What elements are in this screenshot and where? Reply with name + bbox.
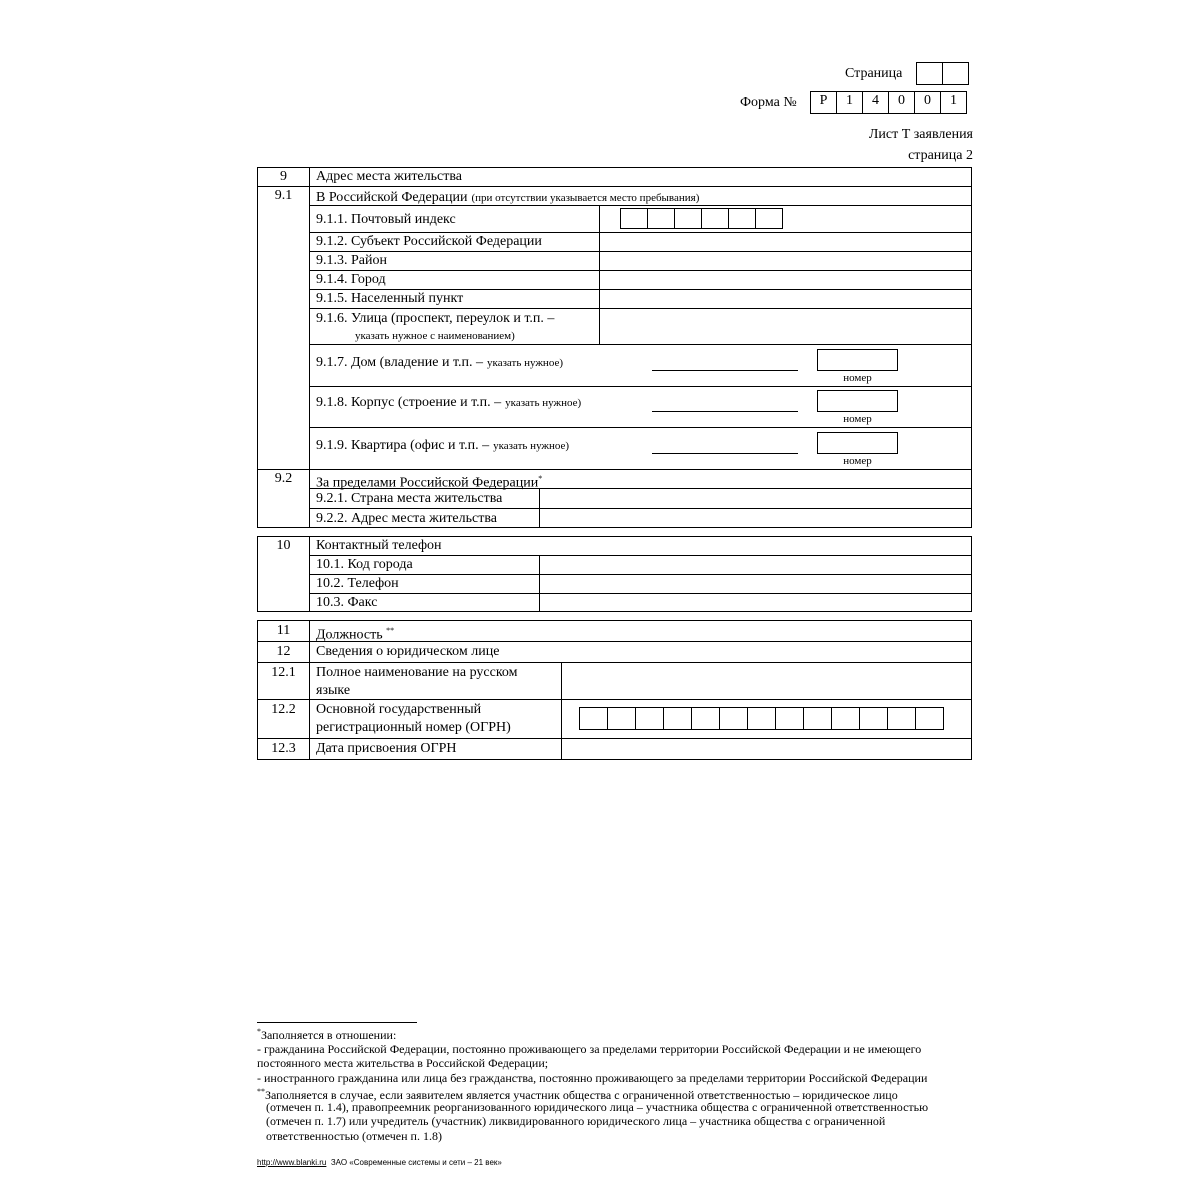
section-10-number: 10 <box>276 538 291 553</box>
field-9-1-6-value[interactable] <box>600 309 971 344</box>
field-9-1-8-type-line[interactable] <box>652 411 798 412</box>
form-label: Форма № <box>740 95 797 110</box>
field-10-2-label: 10.2. Телефон <box>316 576 399 591</box>
field-9-1-4-value[interactable] <box>600 271 971 289</box>
footnote-1-mark: * <box>257 1027 261 1036</box>
field-9-1-9-number-caption: номер <box>843 455 872 467</box>
footnote-1-line-3: - иностранного гражданина или лица без гражданства, постоянно проживающего за пределами территории Российской Федерации <box>257 1071 928 1085</box>
ogrn-cells <box>579 707 944 730</box>
row-12-2-label-line2: регистрационный номер (ОГРН) <box>316 720 511 735</box>
row-12-2-label-line1: Основной государственный <box>316 702 482 717</box>
footer-company: ЗАО «Современные системы и сети – 21 век» <box>330 1158 502 1167</box>
form-number-cell: 1 <box>836 91 863 114</box>
footer <box>257 1158 502 1168</box>
ogrn-cell[interactable] <box>691 707 720 730</box>
form-number-cell: 4 <box>862 91 889 114</box>
field-9-1-6-note: указать нужное с наименованием) <box>355 330 515 342</box>
sheet-title: Лист Т заявления <box>868 127 973 142</box>
field-11-value[interactable] <box>310 621 971 641</box>
form-number-cell: 0 <box>888 91 915 114</box>
footnote-2-mark: ** <box>257 1087 265 1096</box>
field-9-1-4-label: 9.1.4. Город <box>316 272 386 287</box>
field-10-3-value[interactable] <box>540 594 971 611</box>
field-9-2-1-value[interactable] <box>540 489 971 508</box>
section-9-1-number: 9.1 <box>274 188 293 203</box>
postal-code-cell[interactable] <box>728 208 756 229</box>
postal-code-cell[interactable] <box>674 208 702 229</box>
ogrn-cell[interactable] <box>915 707 944 730</box>
field-10-1-value[interactable] <box>540 556 971 574</box>
field-9-1-7-number-box[interactable] <box>817 349 898 371</box>
ogrn-cell[interactable] <box>887 707 916 730</box>
field-9-1-7-type-line[interactable] <box>652 370 798 371</box>
footnote-1-line-2: постоянного места жительства в Российской Федерации; <box>257 1056 549 1070</box>
ogrn-cell[interactable] <box>607 707 636 730</box>
field-9-1-9-type-line[interactable] <box>652 453 798 454</box>
section-9-1-label: В Российской Федерации <box>316 190 468 205</box>
field-9-1-3-label: 9.1.3. Район <box>316 253 387 268</box>
footnote-separator <box>257 1022 417 1023</box>
postal-code-cell[interactable] <box>755 208 783 229</box>
section-9-2-number: 9.2 <box>274 471 293 486</box>
field-9-1-8-note: указать нужное) <box>505 397 582 409</box>
row-12-2-number: 12.2 <box>271 702 296 717</box>
footnote-2-line-2: (отмечен п. 1.4), правопреемник реорганизованного юридического лица – участника общества с ограниченной ответственностью <box>266 1100 929 1114</box>
section-10-title: Контактный телефон <box>316 538 442 553</box>
ogrn-cell[interactable] <box>775 707 804 730</box>
field-9-2-1-label: 9.2.1. Страна места жительства <box>316 491 503 506</box>
postal-code-cell[interactable] <box>620 208 648 229</box>
ogrn-cell[interactable] <box>803 707 832 730</box>
page-number-cell[interactable] <box>942 62 969 85</box>
field-10-3-label: 10.3. Факс <box>316 595 378 610</box>
field-9-1-2-label: 9.1.2. Субъект Российской Федерации <box>316 234 542 249</box>
field-9-1-8-number-caption: номер <box>843 413 872 425</box>
field-9-1-8-label <box>316 393 581 411</box>
page-number-cell[interactable] <box>916 62 943 85</box>
page-label: Страница <box>845 66 903 81</box>
section-12-title: Сведения о юридическом лице <box>316 644 500 659</box>
section-9-1-note: (при отсутствии указывается место пребывания) <box>471 192 700 204</box>
section-11-title <box>316 623 394 644</box>
row-12-3-label: Дата присвоения ОГРН <box>316 741 457 756</box>
form-number-cell: 1 <box>940 91 967 114</box>
field-9-1-7-text: 9.1.7. Дом (владение и т.п. – <box>316 355 484 370</box>
field-9-2-2-label: 9.2.2. Адрес места жительства <box>316 511 497 526</box>
footnote-mark: * <box>538 474 543 483</box>
postal-code-cell[interactable] <box>701 208 729 229</box>
footnote-1-line-1: - гражданина Российской Федерации, постоянно проживающего за пределами территории Российской Федерации и не имеющего <box>257 1042 922 1056</box>
ogrn-cell[interactable] <box>831 707 860 730</box>
field-9-1-9-text: 9.1.9. Квартира (офис и т.п. – <box>316 438 490 453</box>
field-9-1-5-value[interactable] <box>600 290 971 308</box>
page-number-cells <box>916 62 969 85</box>
ogrn-cell[interactable] <box>719 707 748 730</box>
form-number-cells <box>810 91 967 114</box>
ogrn-cell[interactable] <box>747 707 776 730</box>
section-11-label: Должность <box>316 627 383 643</box>
field-9-1-6-label: 9.1.6. Улица (проспект, переулок и т.п. – <box>316 311 555 326</box>
section-12-number: 12 <box>276 644 291 659</box>
field-9-1-1-label: 9.1.1. Почтовый индекс <box>316 212 456 227</box>
field-9-1-9-label <box>316 436 569 454</box>
field-9-1-7-number-caption: номер <box>843 372 872 384</box>
row-12-3-value[interactable] <box>562 739 971 759</box>
field-9-1-2-value[interactable] <box>600 233 971 251</box>
footnote-2-line-3: (отмечен п. 1.7) или учредитель (участник) ликвидированного юридического лица – участника общества с ограниченной <box>266 1114 886 1128</box>
footnote-1-title-text: Заполняется в отношении: <box>261 1028 397 1042</box>
field-9-1-7-label <box>316 353 563 371</box>
field-10-2-value[interactable] <box>540 575 971 593</box>
field-9-2-2-value[interactable] <box>540 509 971 527</box>
footer-link[interactable]: http://www.blanki.ru <box>257 1158 327 1167</box>
ogrn-cell[interactable] <box>635 707 664 730</box>
row-12-1-label-line1: Полное наименование на русском <box>316 665 518 680</box>
field-9-1-8-text: 9.1.8. Корпус (строение и т.п. – <box>316 395 502 410</box>
footnote-2-line-1-text: Заполняется в случае, если заявителем является участник общества с ограниченной ответственностью – юридическое лицо <box>265 1088 898 1102</box>
section-9-2-label: За пределами Российской Федерации <box>316 475 539 491</box>
section-9-2-title <box>316 471 542 492</box>
ogrn-cell[interactable] <box>859 707 888 730</box>
section-9-1-title <box>316 188 699 206</box>
ogrn-cell[interactable] <box>663 707 692 730</box>
field-9-1-5-label: 9.1.5. Населенный пункт <box>316 291 464 306</box>
row-12-1-value[interactable] <box>562 663 971 699</box>
ogrn-cell[interactable] <box>579 707 608 730</box>
postal-code-cell[interactable] <box>647 208 675 229</box>
row-12-1-number: 12.1 <box>271 665 296 680</box>
postal-code-cells <box>620 208 783 229</box>
field-10-1-label: 10.1. Код города <box>316 557 413 572</box>
field-9-1-9-note: указать нужное) <box>493 440 570 452</box>
form-number-cell: Р <box>810 91 837 114</box>
footnote-1-title <box>257 1025 396 1042</box>
field-9-1-9-number-box[interactable] <box>817 432 898 454</box>
row-12-1-label-line2: языке <box>316 683 351 698</box>
footnote-2-line-4: ответственностью (отмечен п. 1.8) <box>266 1129 442 1143</box>
field-9-1-8-number-box[interactable] <box>817 390 898 412</box>
section-11-number: 11 <box>276 623 291 638</box>
footnote-mark: ** <box>386 626 395 635</box>
field-9-1-7-note: указать нужное) <box>487 357 564 369</box>
form-number-cell: 0 <box>914 91 941 114</box>
field-9-1-3-value[interactable] <box>600 252 971 270</box>
section-9-title: Адрес места жительства <box>316 169 462 184</box>
sheet-page: страница 2 <box>908 148 973 163</box>
section-9-number: 9 <box>280 169 287 184</box>
row-12-3-number: 12.3 <box>271 741 296 756</box>
